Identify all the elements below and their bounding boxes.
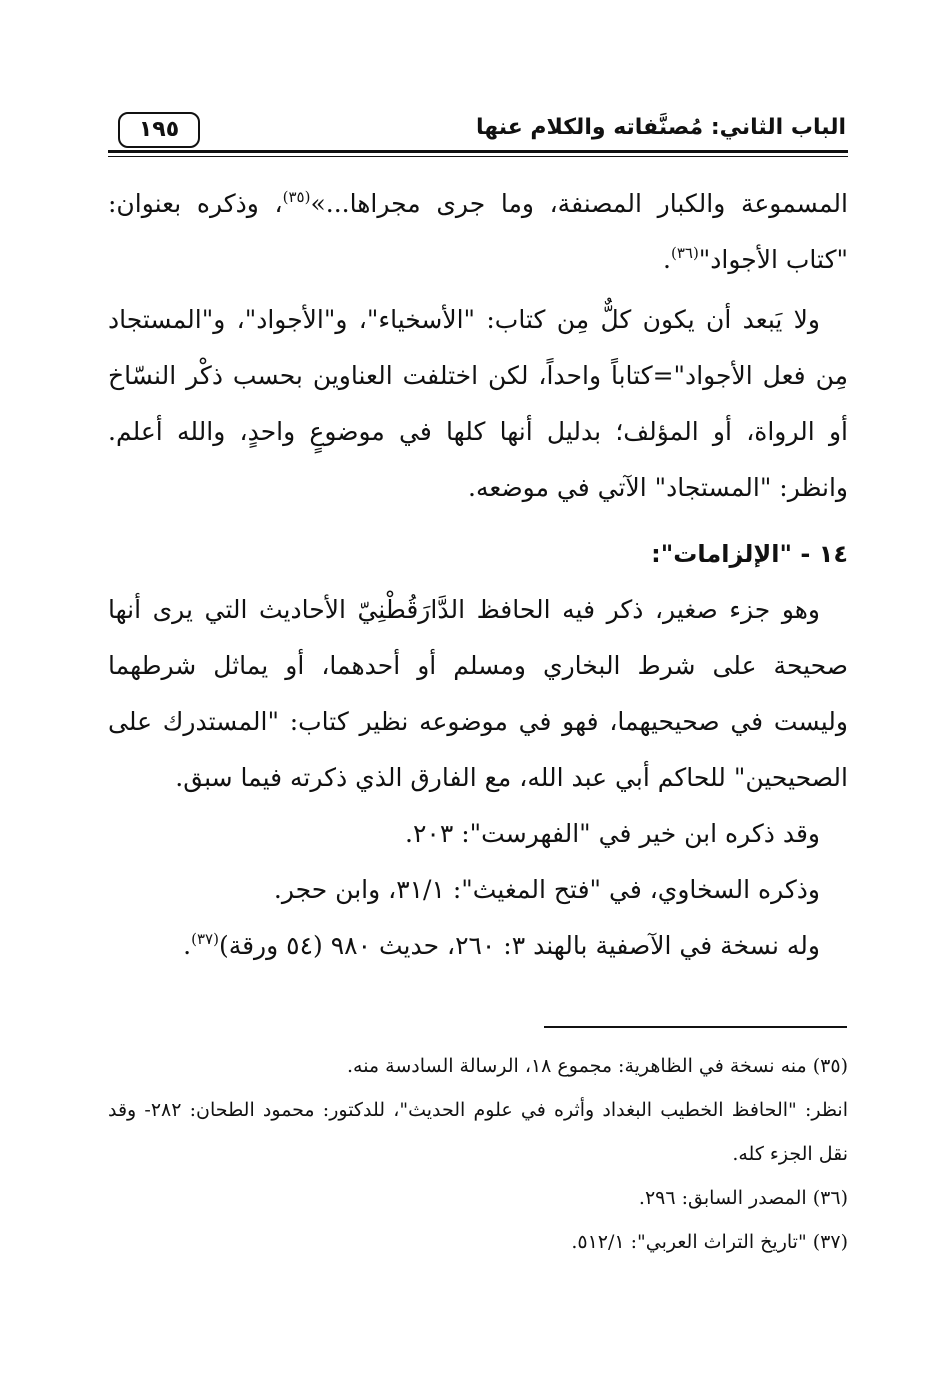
paragraph-1: [108, 176, 848, 288]
paragraph-1-text-2: ، وذكره بعنوان: "كتاب الأجواد": [108, 189, 848, 274]
footnote-separator: [544, 1026, 847, 1028]
paragraph-6: [108, 918, 848, 974]
header-rule-thick: [108, 150, 848, 153]
footnotes: [108, 1044, 848, 1264]
paragraph-2: ولا يَبعد أن يكون كلٌّ مِن كتاب: "الأسخياء"، و"الأجواد"، و"المستجاد مِن فعل الأجواد"=كتاباً واحداً، لكن اختلفت العناوين بحسب ذكْر النسّاخ أو الرواة، أو المؤلف؛ بدليل أنها كلها في موضوعٍ واحدٍ، والله أعلم. وانظر: "المستجاد" الآتي في موضعه.: [108, 305, 848, 502]
section-heading: ١٤ - "الإلزامات":: [651, 540, 848, 568]
footnote-ref-37: (٣٧): [191, 930, 219, 948]
footnote-36: (٣٦) المصدر السابق: ٢٩٦.: [638, 1187, 848, 1209]
main-text: [108, 176, 848, 974]
paragraph-6-end: .: [183, 931, 192, 960]
paragraph-5: وذكره السخاوي، في "فتح المغيث": ٣١/١، وابن حجر.: [273, 875, 820, 904]
paragraph-6-text: وله نسخة في الآصفية بالهند ٣: ٢٦٠، حديث ٩٨٠ (٥٤ ورقة): [218, 931, 820, 960]
page-number-box: ١٩٥: [118, 112, 200, 148]
paragraph-3: وهو جزء صغير، ذكر فيه الحافظ الدَّارَقُطْنِيّ الأحاديث التي يرى أنها صحيحة على شرط البخاري ومسلم أو أحدهما، أو يماثل شرطهما وليست في صحيحيهما، فهو في موضوعه نظير كتاب: "المستدرك على الصحيحين" للحاكم أبي عبد الله، مع الفارق الذي ذكرته فيما سبق.: [108, 595, 848, 792]
paragraph-1-text: المسموعة والكبار المصنفة، وما جرى مجراها...»: [310, 189, 848, 218]
footnote-37: (٣٧) "تاريخ التراث العربي": ٥١٢/١.: [571, 1231, 848, 1253]
footnote-ref-36: (٣٦): [670, 244, 699, 262]
header-rule-thin: [108, 156, 848, 157]
page-header: [108, 110, 848, 150]
footnote-35: (٣٥) منه نسخة في الظاهرية: مجموع ١٨، الرسالة السادسة منه.: [346, 1055, 848, 1077]
paragraph-4: وقد ذكره ابن خير في "الفهرست": ٢٠٣.: [405, 819, 820, 848]
running-title: الباب الثاني: مُصنَّفاته والكلام عنها: [475, 115, 846, 140]
paragraph-1-end: .: [663, 245, 671, 274]
footnote-35-continued: انظر: "الحافظ الخطيب البغداد وأثره في علوم الحديث"، للدكتور: محمود الطحان: ٢٨٢- وقد نقل الجزء كله.: [108, 1099, 848, 1165]
footnote-ref-35: (٣٥): [282, 188, 311, 206]
